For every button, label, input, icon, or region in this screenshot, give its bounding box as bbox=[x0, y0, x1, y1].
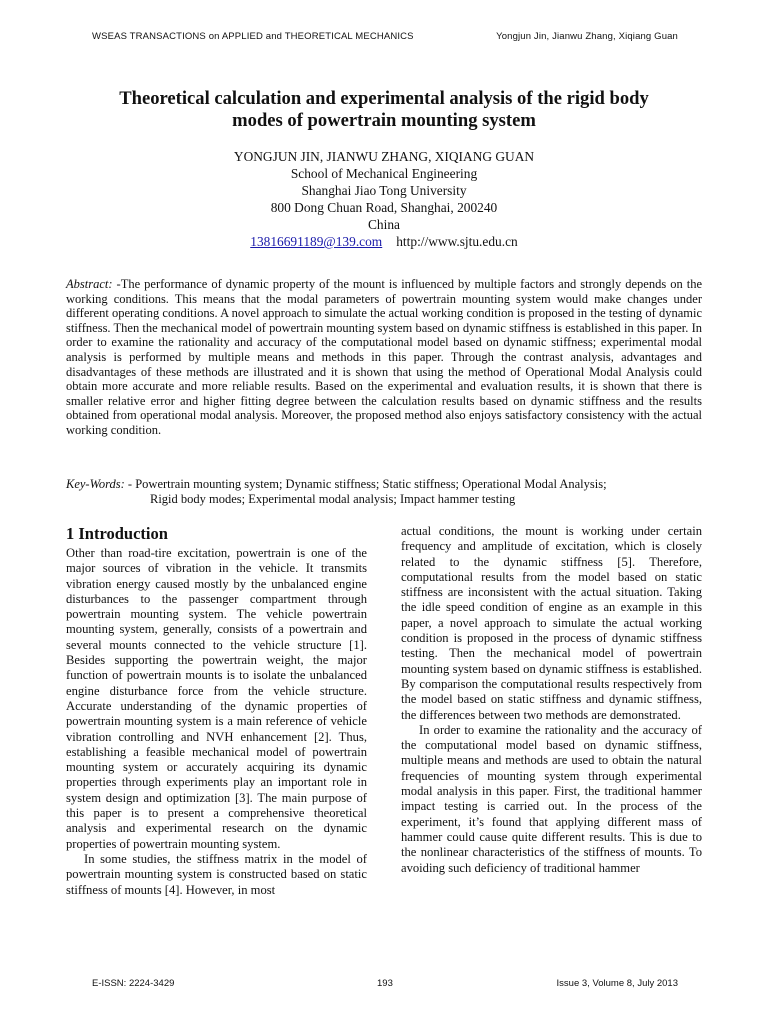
affiliation-country: China bbox=[368, 217, 400, 232]
abstract-text: -The performance of dynamic property of the mount is influenced by multiple factors and strongly depends on the working conditions. This means that the modal parameters of powertrain mounting system would make changes under different operating conditions. A novel approach to simulate the actual working condition is proposed in the testing of dynamic stiffness. Then the mechanical model of powertrain mounting system based on dynamic stiffness is established in this paper. In order to examine the rationality and accuracy of the computational model based on dynamic stiffness; experimental modal analysis is performed by multiple means and methods in this paper. Through the contrast analysis, advantages and disadvantages of these methods are illustrated and it is shown that using the method of Operational Modal Analysis could obtain more accurate and more reliable results. Based on the experimental and evaluation results, it is shown that there is smaller relative error and higher fitting degree between the calculation results based on dynamic stiffness and the results obtained from operational modal analysis. Moreover, the proposed method also enjoys satisfactory consistency with the actual working condition. bbox=[66, 277, 702, 437]
page-footer bbox=[92, 978, 678, 992]
keywords-label: Key-Words: bbox=[66, 477, 125, 491]
right-column bbox=[401, 524, 702, 876]
footer-issn: E-ISSN: 2224-3429 bbox=[92, 978, 175, 989]
page-number: 193 bbox=[377, 978, 393, 989]
keywords bbox=[66, 477, 702, 507]
abstract bbox=[66, 277, 702, 438]
abstract-label: Abstract: bbox=[66, 277, 113, 291]
affiliation-address: 800 Dong Chuan Road, Shanghai, 200240 bbox=[270, 200, 498, 215]
keywords-line-2: Rigid body modes; Experimental modal analysis; Impact hammer testing bbox=[150, 492, 516, 506]
journal-name: WSEAS TRANSACTIONS on APPLIED and THEORETICAL MECHANICS bbox=[92, 31, 414, 42]
paragraph: In some studies, the stiffness matrix in the model of powertrain mounting system is constructed based on static stiffness of mounts [4]. However, in most bbox=[66, 851, 367, 897]
section-heading: 1 Introduction bbox=[66, 524, 168, 543]
affiliation-school: School of Mechanical Engineering bbox=[290, 166, 478, 181]
affiliation-university: Shanghai Jiao Tong University bbox=[301, 183, 467, 198]
email-link[interactable]: 13816691189@139.com bbox=[250, 234, 383, 249]
footer-issue: Issue 3, Volume 8, July 2013 bbox=[556, 978, 678, 989]
left-column bbox=[66, 524, 367, 898]
author-block bbox=[66, 148, 702, 250]
author-names: YONGJUN JIN, JIANWU ZHANG, XIQIANG GUAN bbox=[233, 149, 535, 164]
paper-title bbox=[66, 88, 702, 132]
paragraph: In order to examine the rationality and the accuracy of the computational model based on dynamic stiffness, multiple means and methods are used to obtain the natural frequencies of mounting system through experimental modal analysis in this paper. First, the traditional hammer impact testing is carried out. In the process of the experiment, it’s found that applying different mass of hammer could cause quite different results. This is due to the nonlinear characteristics of the stiffness of mounts. To avoiding such deficiency of traditional hammer bbox=[401, 722, 702, 875]
paragraph: actual conditions, the mount is working under certain frequency and amplitude of excitation, which is closely related to the dynamic stiffness [5]. Therefore, computational results from the model based on static stiffness are inconsistent with the actual situation. Taking the idle speed condition of engine as an example in this paper, a novel approach to simulate the actual working condition is proposed in the process of dynamic stiffness testing. Then the mechanical model of powertrain mounting system based on dynamic stiffness is established. By comparison the computational results respectively from the model based on static stiffness and dynamic stiffness, the differences between two methods are demonstrated. bbox=[401, 524, 702, 722]
paragraph: Other than road-tire excitation, powertrain is one of the major sources of vibration in the vehicle. It transmits vibration energy caused mostly by the unbalanced engine disturbances to the passenger compartment through powertrain mounting system. The vehicle powertrain mounting system, generally, consists of a powertrain and several mounts connected to the vehicle structure [1]. Besides supporting the powertrain weight, the major function of powertrain mounts is to isolate the unbalanced engine disturbance force from the vehicle structure. Accurate understanding of the dynamic properties of powertrain mounting system is a main reference of vehicle vibration controlling and NVH enhancement [2]. Thus, establishing a feasible mechanical model of powertrain mounting system or accurately acquiring its dynamic properties through experiments play an important role in system design and optimization [3]. The main purpose of this paper is to present a comprehensive theoretical analysis and experimental research on the dynamic properties of powertrain mounting system. bbox=[66, 546, 367, 851]
keywords-line-1: - Powertrain mounting system; Dynamic stiffness; Static stiffness; Operational Modal Analysis; bbox=[127, 477, 607, 491]
running-header bbox=[92, 31, 678, 45]
title-line-2: modes of powertrain mounting system bbox=[232, 110, 536, 131]
header-authors: Yongjun Jin, Jianwu Zhang, Xiqiang Guan bbox=[496, 31, 678, 42]
website-url: http://www.sjtu.edu.cn bbox=[396, 234, 518, 249]
contact-line bbox=[66, 233, 702, 250]
title-line-1: Theoretical calculation and experimental analysis of the rigid body bbox=[119, 88, 649, 109]
